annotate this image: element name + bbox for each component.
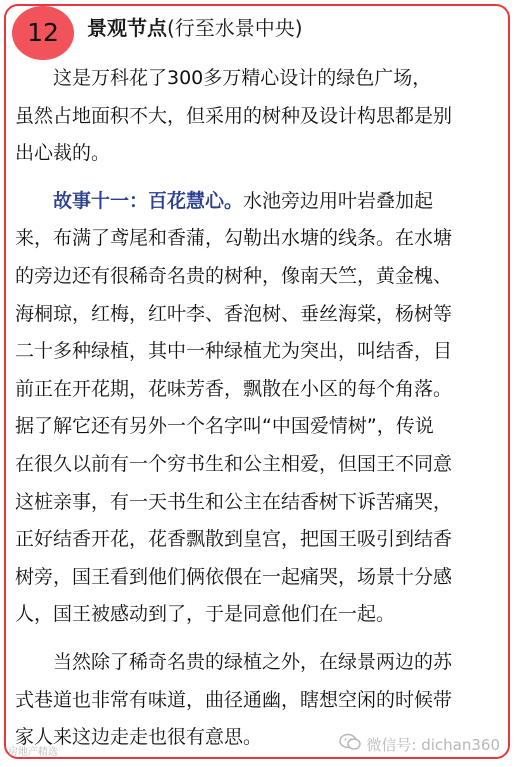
paragraph-line: 据了解它还有另外一个名字叫“中国爱情树”，传说 [15,415,434,438]
paragraph-line: 树旁，国王看到他们俩依偎在一起痛哭，场景十分感 [15,565,453,588]
article-body [15,60,507,767]
section-header [0,0,518,64]
watermark-wechat-text: 微信号: dichan360 [366,735,500,754]
paragraph-line: 虽然占地面积不大，但采用的树种及设计构思都是别 [15,104,453,127]
paragraph-line: 家人来这边走走也很有意思。 [15,726,263,749]
section-title-main: 景观节点 [87,16,167,40]
paragraph-line: 正好结香开花，花香飘散到皇宫，把国王吸引到结香 [15,528,453,551]
section-title-subtitle: (行至水景中央) [167,16,303,40]
paragraph-line: 这桩亲事，有一天书生和公主在结香树下诉苦痛哭， [15,490,453,513]
wechat-icon [339,733,361,755]
story-first-line: 水池旁边用叶岩叠加起 [243,189,434,212]
paragraph-line: 来，布满了鸢尾和香蒲，勾勒出水塘的线条。在水塘 [15,227,453,250]
watermark-source: 房地产精选 [8,747,58,758]
paragraph-line: 这是万科花了300多万精心设计的绿色广场， [15,67,432,89]
paragraph-line: 二十多种绿植，其中一种绿植尤为突出，叫结香，目 [15,340,453,363]
paragraph-line: 式巷道也非常有味道，曲径通幽，瞎想空闲的时候带 [15,688,453,711]
paragraph-line: 海桐琼，红梅，红叶李、香泡树、垂丝海棠，杨树等 [15,302,453,325]
paragraph-line: 在很久以前有一个穷书生和公主相爱，但国王不同意 [15,452,453,475]
paragraph-line: 出心裁的。 [15,142,111,165]
section-number-badge: 12 [12,6,74,60]
section-title [87,15,303,41]
paragraph-line: 前正在开花期，花味芳香，飘散在小区的每个角落。 [15,377,453,400]
paragraph-line: 当然除了稀奇名贵的绿植之外，在绿景两边的苏 [15,650,453,673]
paragraph-line: 的旁边还有很稀奇名贵的树种，像南天竺，黄金槐、 [15,264,453,287]
paragraph-intro [15,60,507,173]
watermark-wechat [339,733,500,755]
paragraph-story [15,183,507,634]
story-title: 故事十一：百花慧心。 [15,189,244,212]
paragraph-line [15,183,507,221]
paragraph-line: 人，国王被感动到了，于是同意他们在一起。 [15,603,396,626]
